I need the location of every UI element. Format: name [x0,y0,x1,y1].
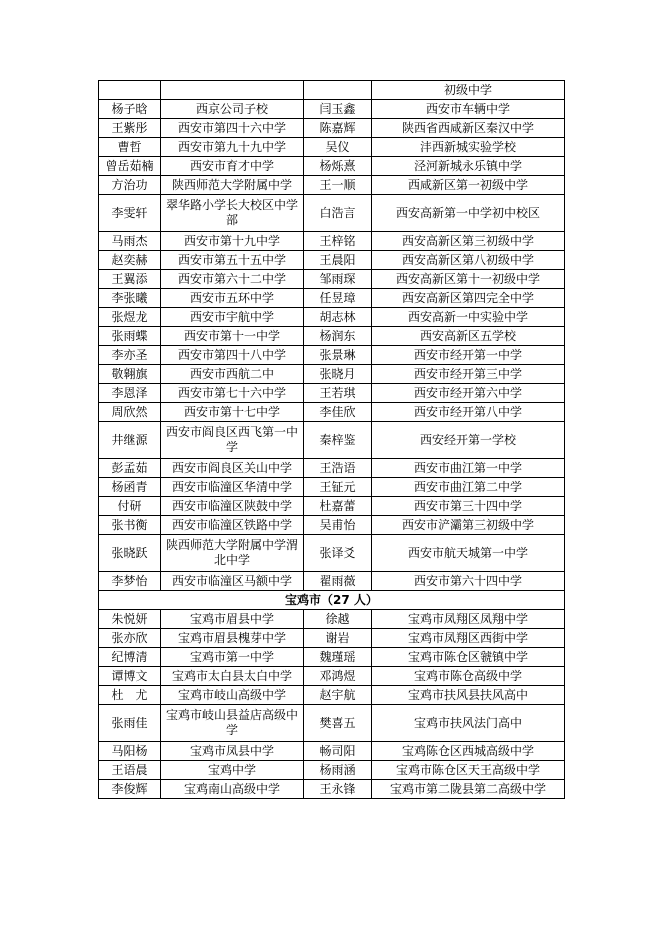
school-cell: 宝鸡市凤翔区凤翔中学 [372,610,565,629]
student-name-cell: 王永锋 [304,780,372,799]
school-cell: 西安市第六十二中学 [161,270,304,289]
school-cell: 西安市第六十四中学 [372,572,565,591]
student-name-cell: 付研 [99,497,161,516]
school-cell: 宝鸡中学 [161,761,304,780]
school-cell: 陕西师范大学附属中学 [161,176,304,195]
student-name-cell: 杜嘉蕾 [304,497,372,516]
school-cell: 宝鸡市扶风法门高中 [372,705,565,742]
header-cell [161,81,304,100]
school-cell: 西安高新区五学校 [372,327,565,346]
header-cell: 初级中学 [372,81,565,100]
table-row [99,629,565,648]
school-cell: 宝鸡市陈仓高级中学 [372,667,565,686]
header-cell [304,81,372,100]
student-name-cell: 王钲元 [304,478,372,497]
table-row [99,667,565,686]
student-name-cell: 赵奕赫 [99,251,161,270]
section-header-row [99,591,565,610]
school-cell: 西安市第七十六中学 [161,384,304,403]
roster-body [99,81,565,799]
school-cell: 西安高新第一中学初中校区 [372,195,565,232]
school-cell: 陕西省西咸新区秦汉中学 [372,119,565,138]
school-cell: 西安市第十九中学 [161,232,304,251]
table-row [99,742,565,761]
student-name-cell: 张雨佳 [99,705,161,742]
student-name-cell: 张煜龙 [99,308,161,327]
table-row [99,195,565,232]
table-row [99,610,565,629]
student-name-cell: 王紫彤 [99,119,161,138]
school-cell: 西安市浐灞第三初级中学 [372,516,565,535]
school-cell: 西京公司子校 [161,100,304,119]
student-name-cell: 张译爻 [304,535,372,572]
table-row [99,100,565,119]
school-cell: 沣西新城实验学校 [372,138,565,157]
student-name-cell: 魏瑾瑶 [304,648,372,667]
student-name-cell: 白浩言 [304,195,372,232]
school-cell: 西安市第九十九中学 [161,138,304,157]
student-name-cell: 樊喜五 [304,705,372,742]
student-name-cell: 王翼添 [99,270,161,289]
student-name-cell: 秦梓鉴 [304,422,372,459]
student-name-cell: 杜 尤 [99,686,161,705]
table-row [99,705,565,742]
student-name-cell: 方治功 [99,176,161,195]
school-cell: 宝鸡市第一中学 [161,648,304,667]
student-name-cell: 张晓跃 [99,535,161,572]
school-cell: 陕西师范大学附属中学渭北中学 [161,535,304,572]
student-name-cell: 周欣然 [99,403,161,422]
student-name-cell: 谭博文 [99,667,161,686]
student-name-cell: 杨雨涵 [304,761,372,780]
school-cell: 西安高新区第十一初级中学 [372,270,565,289]
student-name-cell: 李亦圣 [99,346,161,365]
table-row [99,157,565,176]
student-name-cell: 王晨阳 [304,251,372,270]
school-cell: 西安市经开第六中学 [372,384,565,403]
school-cell: 宝鸡市凤翔区西街中学 [372,629,565,648]
table-row [99,270,565,289]
student-name-cell: 翟雨薇 [304,572,372,591]
table-row [99,648,565,667]
school-cell: 西安经开第一学校 [372,422,565,459]
section-title: 宝鸡市（27 人） [99,591,565,610]
student-name-cell: 李恩泽 [99,384,161,403]
table-row [99,422,565,459]
table-row [99,535,565,572]
student-name-cell: 杨函青 [99,478,161,497]
table-row [99,516,565,535]
student-name-cell: 王浩语 [304,459,372,478]
school-cell: 宝鸡市眉县中学 [161,610,304,629]
student-name-cell: 张雨蝶 [99,327,161,346]
school-cell: 西安市经开第一中学 [372,346,565,365]
student-name-cell: 谢岩 [304,629,372,648]
student-name-cell: 曹哲 [99,138,161,157]
student-name-cell: 胡志林 [304,308,372,327]
student-name-cell: 闫玉鑫 [304,100,372,119]
school-cell: 西安市第五十五中学 [161,251,304,270]
student-name-cell: 张亦欣 [99,629,161,648]
student-name-cell: 邓鸿煜 [304,667,372,686]
school-cell: 西安高新区第八初级中学 [372,251,565,270]
student-name-cell: 杨子晗 [99,100,161,119]
table-row [99,459,565,478]
table-row [99,761,565,780]
student-name-cell: 张景琳 [304,346,372,365]
school-cell: 宝鸡市岐山县益店高级中学 [161,705,304,742]
table-row [99,403,565,422]
student-name-cell: 纪博清 [99,648,161,667]
table-row [99,572,565,591]
header-cell [99,81,161,100]
school-cell: 西安市宇航中学 [161,308,304,327]
table-row [99,327,565,346]
student-name-cell: 李张曦 [99,289,161,308]
school-cell: 翠华路小学长大校区中学部 [161,195,304,232]
table-row [99,365,565,384]
school-cell: 西安市曲江第一中学 [372,459,565,478]
student-name-cell: 徐越 [304,610,372,629]
student-name-cell: 畅司阳 [304,742,372,761]
student-roster-table [98,80,565,799]
school-cell: 宝鸡陈仓区西城高级中学 [372,742,565,761]
student-name-cell: 彭孟茹 [99,459,161,478]
school-cell: 西安高新区第四完全中学 [372,289,565,308]
student-name-cell: 张书衡 [99,516,161,535]
student-name-cell: 杨润东 [304,327,372,346]
student-name-cell: 赵宇航 [304,686,372,705]
student-name-cell: 敬翱旗 [99,365,161,384]
student-name-cell: 王一顺 [304,176,372,195]
header-row [99,81,565,100]
student-name-cell: 吴仪 [304,138,372,157]
school-cell: 西安市经开第八中学 [372,403,565,422]
table-row [99,232,565,251]
school-cell: 西安市经开第三中学 [372,365,565,384]
school-cell: 西安市第四十六中学 [161,119,304,138]
school-cell: 泾河新城永乐镇中学 [372,157,565,176]
school-cell: 西安市临潼区陕鼓中学 [161,497,304,516]
school-cell: 西安市育才中学 [161,157,304,176]
school-cell: 西安市曲江第二中学 [372,478,565,497]
table-row [99,346,565,365]
student-name-cell: 马雨杰 [99,232,161,251]
table-row [99,289,565,308]
school-cell: 宝鸡市第二陇县第二高级中学 [372,780,565,799]
student-name-cell: 任昱璋 [304,289,372,308]
school-cell: 宝鸡市扶风县扶风高中 [372,686,565,705]
student-name-cell: 李佳欣 [304,403,372,422]
table-row [99,384,565,403]
school-cell: 西安市五环中学 [161,289,304,308]
school-cell: 宝鸡市凤县中学 [161,742,304,761]
student-name-cell: 王语晨 [99,761,161,780]
student-name-cell: 张晓月 [304,365,372,384]
school-cell: 西安市阎良区关山中学 [161,459,304,478]
school-cell: 宝鸡南山高级中学 [161,780,304,799]
table-row [99,119,565,138]
school-cell: 西安市临潼区铁路中学 [161,516,304,535]
table-row [99,251,565,270]
student-name-cell: 陈嘉辉 [304,119,372,138]
school-cell: 西安市临潼区马额中学 [161,572,304,591]
student-name-cell: 王若琪 [304,384,372,403]
school-cell: 宝鸡市岐山高级中学 [161,686,304,705]
student-name-cell: 井继源 [99,422,161,459]
table-row [99,176,565,195]
student-name-cell: 杨烁熹 [304,157,372,176]
student-name-cell: 李雯轩 [99,195,161,232]
table-row [99,308,565,327]
student-name-cell: 曾岳茹楠 [99,157,161,176]
school-cell: 宝鸡市陈仓区天王高级中学 [372,761,565,780]
student-name-cell: 朱悦妍 [99,610,161,629]
school-cell: 西安市西航二中 [161,365,304,384]
school-cell: 西安市阎良区西飞第一中学 [161,422,304,459]
table-row [99,478,565,497]
table-row [99,686,565,705]
school-cell: 西安市航天城第一中学 [372,535,565,572]
table-row [99,497,565,516]
school-cell: 西安市第十一中学 [161,327,304,346]
student-name-cell: 吴甫怡 [304,516,372,535]
school-cell: 宝鸡市太白县太白中学 [161,667,304,686]
student-name-cell: 邹雨琛 [304,270,372,289]
table-row [99,138,565,157]
student-name-cell: 马阳杨 [99,742,161,761]
school-cell: 西安市第三十四中学 [372,497,565,516]
school-cell: 宝鸡市陈仓区虢镇中学 [372,648,565,667]
school-cell: 西安市车辆中学 [372,100,565,119]
table-row [99,780,565,799]
school-cell: 西安高新一中实验中学 [372,308,565,327]
school-cell: 西安市临潼区华清中学 [161,478,304,497]
student-name-cell: 李梦怡 [99,572,161,591]
school-cell: 西安市第十七中学 [161,403,304,422]
school-cell: 西咸新区第一初级中学 [372,176,565,195]
student-name-cell: 李俊辉 [99,780,161,799]
student-name-cell: 王梓铭 [304,232,372,251]
school-cell: 西安市第四十八中学 [161,346,304,365]
school-cell: 西安高新区第三初级中学 [372,232,565,251]
school-cell: 宝鸡市眉县槐芽中学 [161,629,304,648]
